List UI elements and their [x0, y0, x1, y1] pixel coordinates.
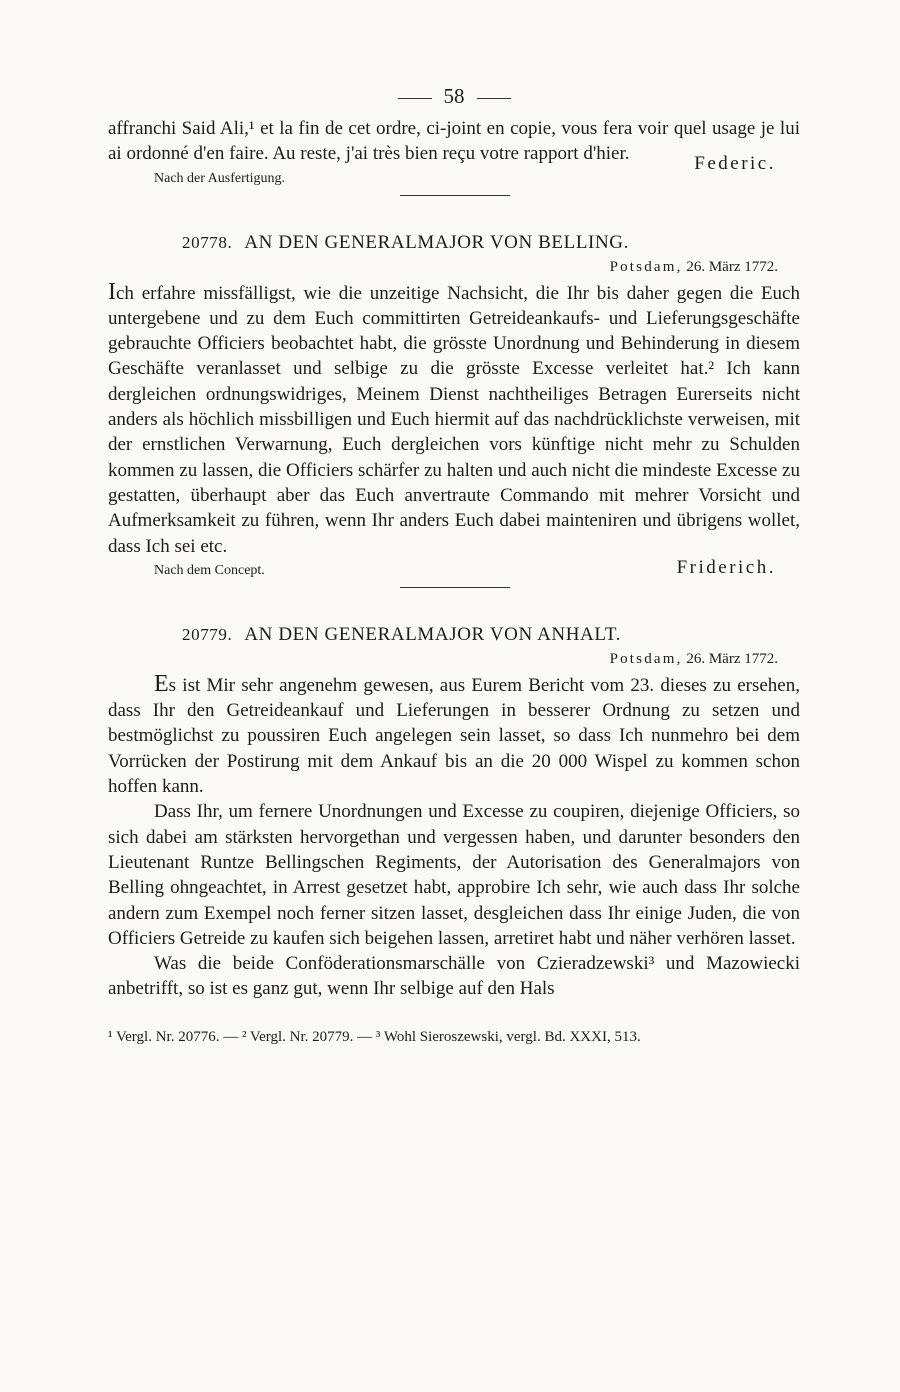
letter2-number: 20779. [182, 624, 233, 644]
letter2-para1: Es ist Mir sehr angenehm gewesen, aus Eurem Bericht vom 23. dieses zu ersehen, dass Ihr den Getreideankauf und Lieferungen in besserer Ordnung zu setzen und bestmöglichst zu poussiren Euch angelegen sein lasset, so dass Ich nunmehro bei dem Vorrücken der Postirung mit dem Ankauf bis an die 20 000 Wispel zu kommen schon hoffen kann. [108, 670, 800, 798]
letter2-initial: E [154, 670, 169, 697]
page-number-dash-right [477, 98, 511, 99]
letter1-signature: Friderich. [676, 556, 776, 578]
block1-signature: Federic. [694, 152, 776, 174]
letter1-initial: I [108, 278, 116, 305]
letter2-para3: Was die beide Conföderationsmarschälle von Czieradzewski³ und Mazowiecki anbetrifft, so ist es ganz gut, wenn Ihr selbige auf den Hals [108, 953, 800, 1000]
block1-source: Nach der Ausfertigung. [154, 170, 286, 186]
page-number: 58 [108, 82, 800, 110]
letter1-source: Nach dem Concept. [154, 562, 265, 578]
letter1-heading [182, 230, 800, 256]
letter1-place-date: Potsdam, 26. März 1772. [609, 258, 778, 275]
block1-text: affranchi Said Ali,¹ et la fin de cet ordre, ci-joint en copie, vous fera voir quel usage je lui ai ordonné d'en faire. Au reste, j'ai très bien reçu votre rapport d'hier. [108, 118, 800, 165]
letter2-title: AN DEN GENERALMAJOR VON ANHALT. [244, 623, 621, 645]
letter1-footer [108, 556, 800, 585]
letter1-title: AN DEN GENERALMAJOR VON BELLING. [244, 231, 629, 253]
footnotes: ¹ Vergl. Nr. 20776. — ² Vergl. Nr. 20779. — ³ Wohl Sieroszewski, vergl. Bd. XXXI, 513. [108, 1028, 641, 1045]
block1-footer [108, 152, 800, 193]
letter2-place-date: Potsdam, 26. März 1772. [609, 650, 778, 667]
letter1-number: 20778. [182, 232, 233, 252]
letter2-heading [182, 622, 800, 648]
letter2-para2: Dass Ihr, um fernere Unordnungen und Excesse zu coupiren, diejenige Officiers, so sich dabei am stärksten hervorgethan und vergessen haben, und darunter besonders den Lieutenant Runtze Bellingschen Regiments, der Autorisation des Generalmajors von Belling ohngeachtet, in Arrest gesetzet habt, approbire Ich sehr, wie auch dass Ihr solche andern zum Exempel noch ferner sitzen lasset, desgleichen dass Ihr einige Juden, die von Officiers Getreide zu kaufen sich beigehen lassen, arretiret habt und näher verhören lasset. [108, 801, 800, 949]
page-number-dash-left [398, 98, 432, 99]
letter1-text: Ich erfahre missfälligst, wie die unzeitige Nachsicht, die Ihr bis daher gegen die Euch untergebene und zu dem Euch committirten Getreideankaufs- und Lieferungsgeschäfte gebrauchte Officiers beobachtet habt, die grösste Unordnung und Behinderung in diesem Geschäfte veranlasset und selbige zu die grösste Excesse verleitet hat.² Ich kann dergleichen ordnungswidriges, Meinem Dienst nachtheiliges Betragen Eurerseits nicht anders als höchlich missbilligen und Euch hiermit auf das nachdrücklichste verweisen, mit der ernstlichen Verwarnung, Euch dergleichen vors künftige nicht mehr zu Schulden kommen zu lassen, die Officiers schärfer zu halten und auch nicht die mindeste Excesse zu gestatten, überhaupt aber das Euch anvertraute Commando mit mehrer Vorsicht und Aufmerksamkeit zu führen, wenn Ihr anders Euch dabei mainteniren und übrigens wollet, dass Ich sei etc. [108, 278, 800, 557]
document-page [108, 82, 800, 1048]
